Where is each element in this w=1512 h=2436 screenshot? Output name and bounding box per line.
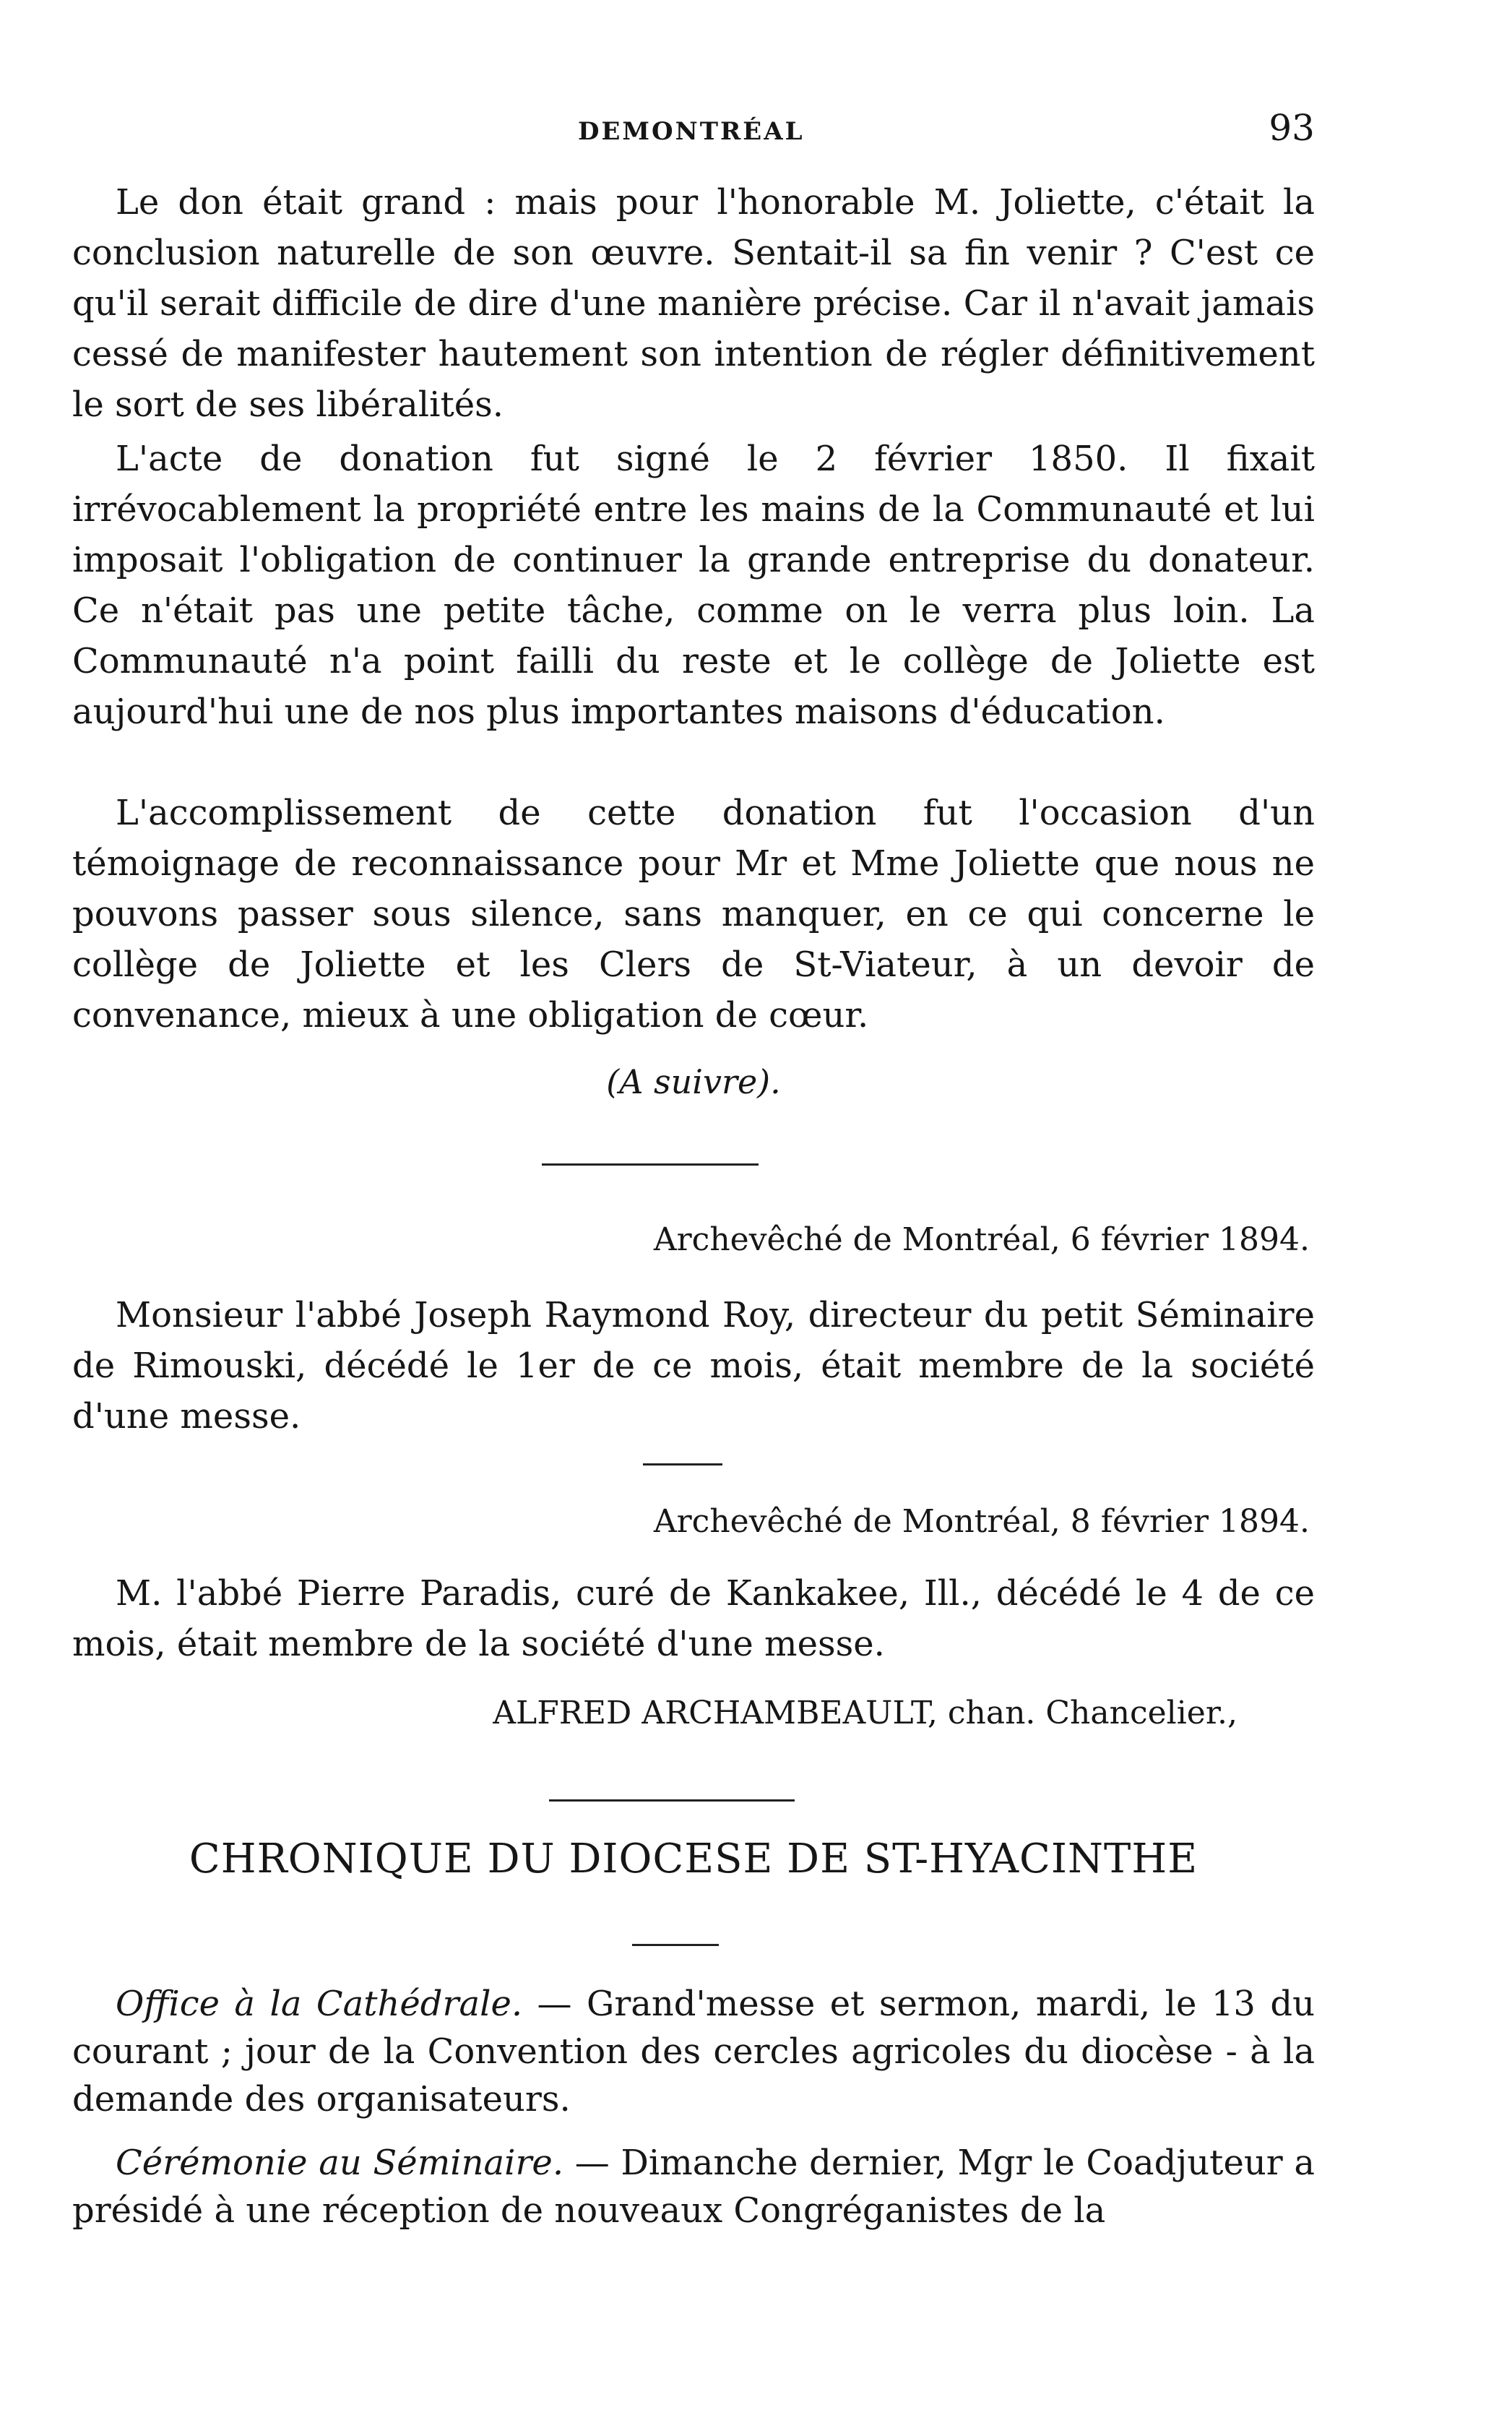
- entry-text: — Grand'messe et sermon, mardi, le 13 du courant ; jour de la Convention des cercles agricoles du diocèse - à la demande des organisateurs.: [72, 1984, 1315, 2119]
- dateline: Archevêché de Montréal, 6 février 1894.: [653, 1221, 1310, 1258]
- dateline: Archevêché de Montréal, 8 février 1894.: [653, 1503, 1310, 1540]
- signature: ALFRED ARCHAMBEAULT, chan. Chancelier.,: [493, 1695, 1237, 1731]
- separator-rule: [632, 1944, 719, 1946]
- section-heading: CHRONIQUE DU DIOCESE DE ST-HYACINTHE: [189, 1835, 1198, 1882]
- entry-title: Office à la Cathédrale.: [116, 1984, 523, 2024]
- chronicle-entry: [72, 2139, 1315, 2234]
- paragraph: Le don était grand : mais pour l'honorable M. Joliette, c'était la conclusion naturelle de son œuvre. Sentait-il sa fin venir ? C'est ce qu'il serait difficile de dire d'une manière précise. Car il n'avait jamais cessé de manifester hautement son intention de régler définitivement le sort de ses libéralités.: [72, 182, 1315, 425]
- notice-text: Monsieur l'abbé Joseph Raymond Roy, directeur du petit Séminaire de Rimouski, décédé le 1er de ce mois, était membre de la société d'une messe.: [72, 1295, 1315, 1437]
- separator-rule: [643, 1463, 722, 1466]
- paragraph: L'accomplissement de cette donation fut l'occasion d'un témoignage de reconnaissance pour Mr et Mme Joliette que nous ne pouvons passer sous silence, sans manquer, en ce qui concerne le collège de Joliette et les Clers de St-Viateur, à un devoir de convenance, mieux à une obligation de cœur.: [72, 793, 1315, 1036]
- separator-rule: [549, 1799, 795, 1802]
- chronicle-entry: [72, 1980, 1315, 2123]
- to-be-continued: (A suivre).: [606, 1062, 781, 1101]
- entry-text: — Dimanche dernier, Mgr le Coadjuteur a présidé à une réception de nouveaux Congréganistes de la: [72, 2143, 1315, 2231]
- paragraph: L'acte de donation fut signé le 2 février 1850. Il fixait irrévocablement la propriété entre les mains de la Communauté et lui imposait l'obligation de continuer la grande entreprise du donateur. Ce n'était pas une petite tâche, comme on le verra plus loin. La Communauté n'a point failli du reste et le collège de Joliette est aujourd'hui une de nos plus importantes maisons d'éducation.: [72, 439, 1315, 732]
- running-title: DEMONTRÉAL: [578, 117, 805, 146]
- page-number: 93: [1269, 107, 1315, 149]
- separator-rule: [542, 1163, 759, 1166]
- entry-title: Cérémonie au Séminaire.: [116, 2143, 564, 2183]
- running-head: [72, 107, 1315, 158]
- notice-text: M. l'abbé Pierre Paradis, curé de Kankakee, Ill., décédé le 4 de ce mois, était membre de la société d'une messe.: [72, 1573, 1315, 1664]
